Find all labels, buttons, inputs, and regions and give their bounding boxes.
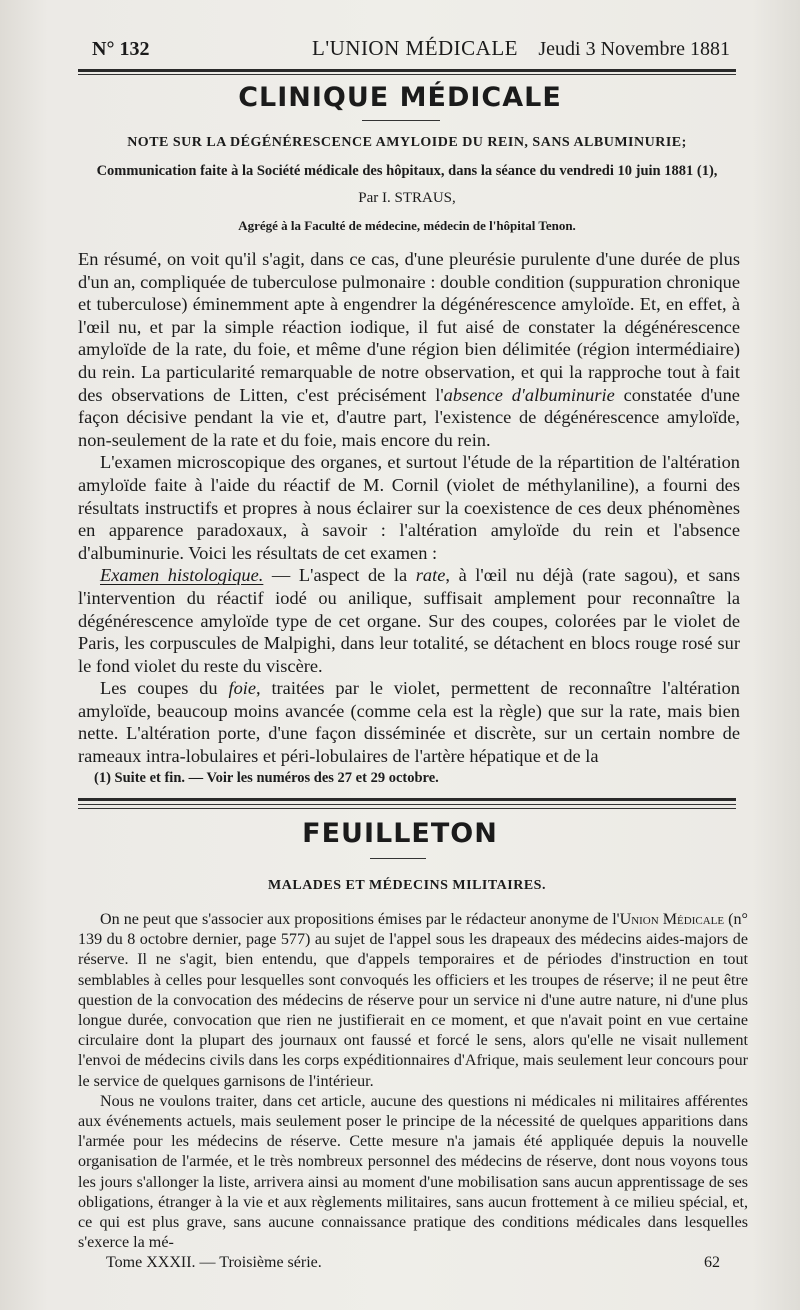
emphasis: absence d'albuminurie <box>443 384 615 405</box>
issue-number: N° 132 <box>92 38 150 60</box>
paragraph: Examen histologique. — L'aspect de la rate, à l'œil nu déjà (rate sagou), et sans l'intervention du réactif iodé ou anilique, suffisait amplement pour reconnaître la dégénérescence amyloïde type de cet organe. Sur des coupes, colorées par le violet de Paris, les corpuscules de Malpighi, dans leur totalité, se détachent en blocs rouge rosé sur le fond violet du reste du viscère. <box>78 565 740 676</box>
page-header <box>90 36 730 66</box>
article-author: Par I. STRAUS, <box>358 190 456 206</box>
article-title: NOTE SUR LA DÉGÉNÉRESCENCE AMYLOIDE DU REIN, SANS ALBUMINURIE; <box>127 135 687 150</box>
header-rule-thin <box>78 74 736 75</box>
header-rule <box>78 69 736 72</box>
title-underline <box>370 858 426 859</box>
feuilleton-subtitle: MALADES ET MÉDECINS MILITAIRES. <box>268 878 546 893</box>
title-underline <box>362 120 440 121</box>
feuilleton-rule-thin-2 <box>78 808 736 809</box>
feuilleton-body <box>78 910 748 1253</box>
paragraph: L'examen microscopique des organes, et surtout l'étude de la répartition de l'altération amyloïde faite à l'aide du réactif de M. Cornil (violet de méthylaniline), a fourni des résultats instructifs et propres à nous éclairer sur la coexistence de ces deux phénomènes en apparence paradoxaux, à savoir : l'altération amyloïde du rein et l'absence d'albuminurie. Voici les résultats de cet examen : <box>78 452 740 563</box>
journal-reference: Union Médicale <box>619 911 725 928</box>
article-subtitle: Communication faite à la Société médicale des hôpitaux, dans la séance du vendredi 10 juin 1881 (1), <box>96 163 718 179</box>
paragraph: Nous ne voulons traiter, dans cet article, aucune des questions ni médicales ni militaires afférentes aux événements actuels, mais seulement poser le principe de la nécessité de quelques apparitions dans l'armée pour les médecins de réserve. Cette mesure n'a jamais été appliquée depuis la nouvelle organisation de l'armée, et le très nombreux personnel des médecins de réserve, dont nous voyons tous les jours s'allonger la liste, arrivera ainsi au moment d'une mobilisation sans aucun apprentissage de ses obligations, étranger à la vie et aux règlements militaires, sans aucun frottement à ce milieu spécial, et, ce qui est plus grave, sans aucune connaissance pratique des conditions médicales dans lesquelles s'exerce la mé- <box>78 1092 748 1252</box>
author-role: Agrégé à la Faculté de médecine, médecin de l'hôpital Tenon. <box>238 218 576 233</box>
paragraph: En résumé, on voit qu'il s'agit, dans ce cas, d'une pleurésie purulente d'une durée de plus d'un an, compliquée de tuberculose pulmonaire : double condition (suppuration chronique et tuberculose) éminemment apte à engendrer la dégénérescence amyloïde. Et, en effet, à l'œil nu, et par la simple réaction iodique, il fut aisé de constater la dégénérescence amyloïde de la rate, du foie, et même d'une région bien délimitée (région intermédiaire) du rein. La particularité remarquable de notre observation, et qui la rapproche tout à fait des observations de Litten, c'est précisément l'absence d'albuminurie constatée d'une façon décisive pendant la vie et, d'autre part, l'existence de dégénérescence amyloïde, non-seulement de la rate et du foie, mais encore du rein. <box>78 249 740 450</box>
page-number: 62 <box>704 1254 720 1271</box>
volume-info: Tome XXXII. — Troisième série. <box>106 1254 322 1271</box>
subsection-lead: Examen histologique. <box>100 565 264 586</box>
feuilleton-rule <box>78 798 736 801</box>
article-body <box>78 248 740 768</box>
feuilleton-rule-thin <box>78 804 736 805</box>
journal-title: L'UNION MÉDICALE <box>312 36 519 60</box>
section-title-feuilleton: FEUILLETON <box>302 818 498 849</box>
paragraph: On ne peut que s'associer aux propositions émises par le rédacteur anonyme de l'Union Médicale (n° 139 du 8 octobre dernier, page 577) au sujet de l'appel sous les drapeaux des médecins aides-majors de réserve. Il ne s'agit, bien entendu, que d'appels temporaires et de périodes d'instruction en tout semblables à celles pour lesquelles sont convoqués les officiers et les troupes de réserve; il ne peut être question de la convocation des médecins de réserve pour un service ni d'une autre nature, ni d'une plus longue durée, convocation que rien ne justifierait en ce moment, et que n'avait point en vue certaine circulaire dont la plupart des journaux ont faussé et forcé le sens, alors qu'elle ne visait nullement l'envoi de médecins civils dans les corps expéditionnaires d'Afrique, mais seulement leur concours pour le service de quelques garnisons de l'intérieur. <box>78 911 748 1090</box>
paragraph: Les coupes du foie, traitées par le violet, permettent de reconnaître l'altération amyloïde, beaucoup moins avancée (comme cela est la règle) que sur la rate, mais bien nette. L'altération porte, d'une façon disséminée et discrète, sur un certain nombre de rameaux intra-lobulaires et péri-lobulaires de l'artère hépatique et de la <box>78 678 740 767</box>
footnote: (1) Suite et fin. — Voir les numéros des 27 et 29 octobre. <box>94 770 439 786</box>
section-title-clinique: CLINIQUE MÉDICALE <box>238 82 562 113</box>
issue-date: Jeudi 3 Novembre 1881 <box>538 38 730 60</box>
